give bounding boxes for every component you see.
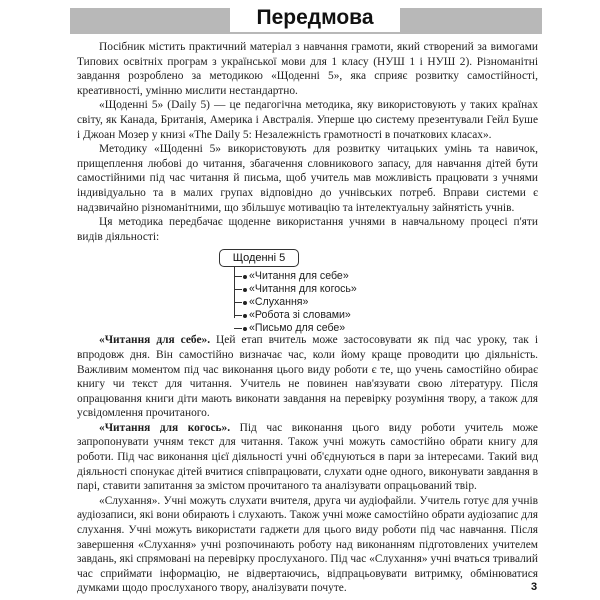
diagram-item: «Читання для себе»: [234, 269, 349, 283]
paragraph-reading-self: «Читання для себе». Цей етап вчитель може застосовувати як під час уроку, так і впродовж дня. Він самостійно визначає час, коли йому краще проводити цю діяльність. Важливим моментом під час виконання цього виду роботи є те, що учень самостійно обирає книгу чи текст для читання. Учитель не повинен нав'язувати свою літературу. Після опрацювання книги діти мають виконати завдання на перевірку розуміння твору, а також для усвідомлення прочитаного.: [77, 334, 538, 420]
bullet-dot-icon: [243, 288, 247, 292]
activities-diagram: [77, 247, 538, 335]
paragraph-activities: Ця методика передбачає щоденне використання учнями в навчальному процесі п'яти видів діяльності:: [77, 216, 538, 243]
paragraph-reading-others: «Читання для когось». Під час виконання цього виду роботи учитель може запропонувати учням текст для читання. Також учні можуть самостійно обрати книгу для роботи. Під час виконання цієї діяльності учні об'єднуються в пари за інтересами. Такий вид діяльності спонукає дітей вчитися співпрацювати, слухати одне одного, виконувати завдання в парі, ставити запитання за змістом прочитаного та аналізувати опрацьований твір.: [77, 421, 538, 493]
diagram-item: «Робота зі словами»: [234, 308, 351, 322]
bullet-dot-icon: [243, 327, 247, 331]
diagram-root-box: Щоденні 5: [219, 249, 299, 267]
term-reading-self: «Читання для себе».: [99, 334, 211, 347]
bullet-dot-icon: [243, 301, 247, 305]
diagram-item: «Читання для когось»: [234, 282, 357, 296]
diagram-item: «Слухання»: [234, 295, 308, 309]
page-title: Передмова: [230, 4, 400, 32]
term-reading-others: «Читання для когось».: [99, 421, 231, 434]
paragraph-method: Методику «Щоденні 5» використовують для розвитку читацьких умінь та навичок, прищеплення любові до читання, збагачення словникового запасу, для навчання дітей бути самостійними під час читання й письма, щоб учитель мав можливість працювати з учнями індивідуально та в малих групах відповідно до учнівських потреб. Вправи системи є надзвичайно різноманітними, що збільшує мотивацію та інтелектуальну зайнятість учнів.: [77, 143, 538, 214]
bullet-dot-icon: [243, 314, 247, 318]
body-text: [77, 40, 538, 596]
paragraph-daily5: «Щоденні 5» (Daily 5) — це педагогічна методика, яку використовують у таких країнах світу, як Канада, Британія, Америка і Австралія. Уперше цю систему презентували Гейл Буше і Джоан Мозер у книзі «The Daily 5: Незалежність грамотності в початкових класах».: [77, 99, 538, 141]
paragraph-intro: Посібник містить практичний матеріал з навчання грамоти, який створений за вимогами Типових освітніх програм з української мови для 1 класу (НУШ 1 і НУШ 2). Різноманітні завдання розроблено за методикою «Щоденні 5», яка сприяє розвитку самостійності, креативності, умінню мислити нестандартно.: [77, 41, 538, 97]
paragraph-listening: «Слухання». Учні можуть слухати вчителя, друга чи аудіофайли. Учитель готує для учнів аудіозаписи, які вони обирають і слухають. Також учні може самостійно обрати аудіозапис для слухання. Учні можуть використати гаджети для цього виду роботи під час навчання. Після завершення «Слухання» учні розпочинають роботу над виконанням підготовлених учителем завдань, які спрямовані на перевірку прослуханого. Під час «Слухання» учні вчаться тривалий час сприймати інформацію, не відвертаючись, відпрацьовувати витримку, обмінюватися думками щодо прослуханого твору, аналізувати почуте.: [77, 494, 538, 595]
diagram-item: «Письмо для себе»: [234, 321, 345, 335]
page-number: 3: [531, 581, 538, 593]
bullet-dot-icon: [243, 275, 247, 279]
